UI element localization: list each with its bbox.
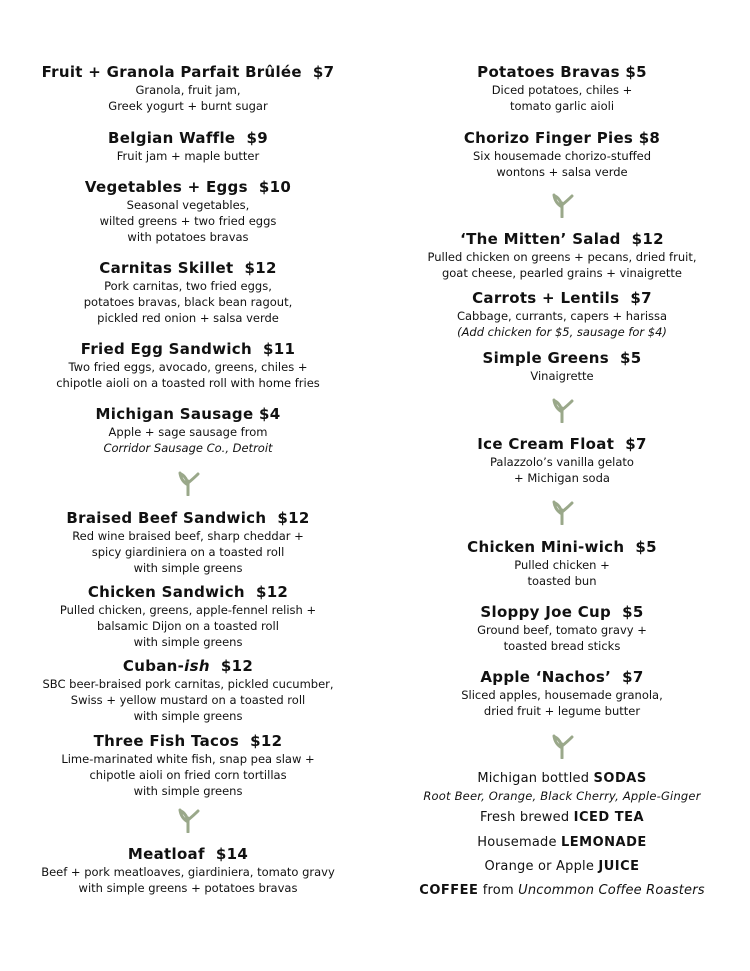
drink-lemonade: Housemade LEMONADE	[477, 835, 647, 850]
item-description: Beef + pork meatloaves, giardiniera, tomato gravy with simple greens + potatoes bravas	[41, 865, 335, 895]
menu-item	[18, 177, 358, 245]
item-description: Ground beef, tomato gravy + toasted bread sticks	[477, 623, 647, 653]
item-description: Two fried eggs, avocado, greens, chiles + chipotle aioli on a toasted roll with home fries	[56, 360, 320, 390]
drink-sodas: Michigan bottled SODAS Root Beer, Orange, Black Cherry, Apple-Ginger	[423, 771, 701, 803]
menu-item	[392, 667, 732, 719]
drink-juice: Orange or Apple JUICE	[484, 859, 640, 874]
menu-item	[18, 582, 358, 650]
item-description: Sliced apples, housemade granola, dried fruit + legume butter	[461, 688, 663, 718]
item-name: Ice Cream Float $7	[477, 435, 647, 453]
item-name: Belgian Waffle $9	[108, 129, 268, 147]
menu-item	[18, 339, 358, 391]
item-name: Three Fish Tacos $12	[93, 732, 283, 750]
menu-item	[18, 508, 358, 576]
item-name: Cuban-ish $12	[122, 657, 254, 675]
item-name: Apple ‘Nachos’ $7	[480, 668, 644, 686]
item-description: Six housemade chorizo-stuffed wontons + salsa verde	[472, 149, 651, 179]
sprig-icon	[176, 468, 202, 496]
sprig-icon	[550, 395, 576, 423]
item-description: Fruit jam + maple butter	[116, 149, 260, 163]
menu-item	[392, 62, 732, 114]
menu-item	[18, 128, 358, 164]
item-description: Granola, fruit jam, Greek yogurt + burnt sugar	[108, 83, 268, 113]
item-name: Vegetables + Eggs $10	[84, 178, 292, 196]
menu-item	[392, 537, 732, 589]
menu-item	[18, 656, 358, 724]
item-description: Diced potatoes, chiles + tomato garlic aioli	[491, 83, 633, 113]
menu-item	[392, 434, 732, 486]
item-description: Pulled chicken on greens + pecans, dried fruit, goat cheese, pearled grains + vinaigrette	[427, 250, 697, 280]
menu-item	[392, 229, 732, 281]
sprig-icon	[550, 731, 576, 759]
item-description: Palazzolo’s vanilla gelato + Michigan soda	[490, 455, 634, 485]
menu-item	[392, 348, 732, 384]
item-description: Apple + sage sausage from Corridor Sausage Co., Detroit	[103, 425, 273, 455]
item-description: Seasonal vegetables, wilted greens + two fried eggs with potatoes bravas	[99, 198, 277, 244]
menu-item	[392, 128, 732, 180]
menu-item	[18, 844, 358, 896]
item-name: Fried Egg Sandwich $11	[80, 340, 296, 358]
item-description: Pulled chicken, greens, apple-fennel relish + balsamic Dijon on a toasted roll with simple greens	[59, 603, 317, 649]
menu-item	[392, 288, 732, 340]
item-name: Carrots + Lentils $7	[472, 289, 652, 307]
item-name: Meatloaf $14	[127, 845, 249, 863]
item-name: Braised Beef Sandwich $12	[66, 509, 310, 527]
item-name: Simple Greens $5	[482, 349, 642, 367]
item-description: Cabbage, currants, capers + harissa (Add chicken for $5, sausage for $4)	[456, 309, 668, 339]
item-name: Chicken Sandwich $12	[87, 583, 289, 601]
item-name: Fruit + Granola Parfait Brûlée $7	[41, 63, 335, 81]
sprig-icon	[550, 190, 576, 218]
item-description: SBC beer-braised pork carnitas, pickled cucumber, Swiss + yellow mustard on a toasted roll with simple greens	[42, 677, 334, 723]
menu-item	[18, 258, 358, 326]
drink-iced-tea: Fresh brewed ICED TEA	[479, 810, 645, 825]
item-name: ‘The Mitten’ Salad $12	[460, 230, 664, 248]
menu-item	[392, 602, 732, 654]
item-name: Carnitas Skillet $12	[99, 259, 277, 277]
menu-item	[18, 404, 358, 456]
sprig-icon	[176, 805, 202, 833]
item-description: Red wine braised beef, sharp cheddar + spicy giardiniera on a toasted roll with simple greens	[72, 529, 304, 575]
item-description: Lime-marinated white fish, snap pea slaw + chipotle aioli on fried corn tortillas with simple greens	[61, 752, 315, 798]
item-description: Pulled chicken + toasted bun	[514, 558, 610, 588]
item-description: Pork carnitas, two fried eggs, potatoes bravas, black bean ragout, pickled red onion + salsa verde	[83, 279, 293, 325]
menu-item	[18, 731, 358, 799]
item-name: Sloppy Joe Cup $5	[480, 603, 644, 621]
menu-item	[18, 62, 358, 114]
sprig-icon	[550, 497, 576, 525]
drink-coffee: COFFEE from Uncommon Coffee Roasters	[419, 883, 705, 898]
item-name: Michigan Sausage $4	[95, 405, 281, 423]
item-description: Vinaigrette	[530, 369, 594, 383]
item-name: Chorizo Finger Pies $8	[463, 129, 661, 147]
item-name: Potatoes Bravas $5	[477, 63, 647, 81]
item-name: Chicken Mini-wich $5	[467, 538, 657, 556]
